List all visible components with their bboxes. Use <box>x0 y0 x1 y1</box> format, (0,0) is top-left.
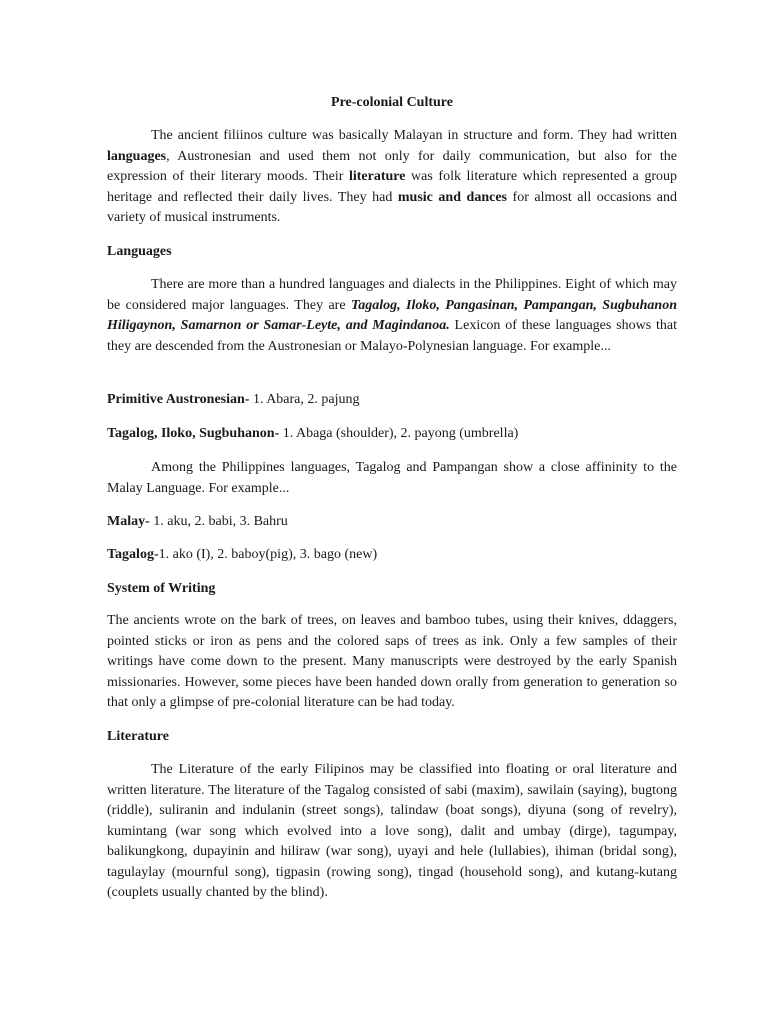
literature-heading: Literature <box>107 729 169 744</box>
example-tagalog: Tagalog-1. ako (I), 2. baboy(pig), 3. bago (new) <box>107 547 378 562</box>
languages-paragraph: There are more than a hundred languages and dialects in the Philippines. Eight of which may be considered major languages. They are Tagalog, Iloko, Pangasinan, Pampangan, Sugbuhanon Hiligaynon, Samarnon or Samar-Leyte, and Magindanoa. Lexicon of these languages shows that they are descended from the Austronesian or Malayo-Polynesian language. For example... <box>107 277 677 354</box>
example-austronesian: Primitive Austronesian- 1. Abara, 2. pajung <box>107 392 360 407</box>
example-tagalog-iloko: Tagalog, Iloko, Sugbuhanon- 1. Abaga (shoulder), 2. payong (umbrella) <box>107 426 519 441</box>
literature-paragraph: The Literature of the early Filipinos may be classified into floating or oral literature and written literature. The literature of the Tagalog consisted of sabi (maxim), sawilain (saying), bugtong (riddle), suliranin and indulanin (street songs), talindaw (boat songs), diyuna (song of revelry), kumintang (war song which evolved into a love song), dalit and umbay (dirge), tagumpay, balikungkong, dupayinin and hiliraw (war song), uyayi and hele (lullabies), ihiman (bridal song), tagulaylay (mournful song), tigpasin (rowing song), tingad (household song), and kutang-kutang (couplets usually chanted by the blind). <box>107 762 677 900</box>
writing-heading: System of Writing <box>107 581 216 596</box>
affinity-paragraph: Among the Philippines languages, Tagalog and Pampangan show a close affininity to the Malay Language. For example... <box>107 460 677 496</box>
page-title: Pre-colonial Culture <box>331 95 453 110</box>
languages-heading: Languages <box>107 244 172 259</box>
writing-paragraph: The ancients wrote on the bark of trees, on leaves and bamboo tubes, using their knives, ddaggers, pointed sticks or iron as pens and the colored saps of trees as ink. Only a few samples of their writings have come down to the present. Many manuscripts were destroyed by the early Spanish missionaries. However, some pieces have been handed down orally from generation to generation so that only a glimpse of pre-colonial literature can be had today. <box>107 613 677 710</box>
example-malay: Malay- 1. aku, 2. babi, 3. Bahru <box>107 514 288 529</box>
intro-paragraph: The ancient filiinos culture was basically Malayan in structure and form. They had written languages, Austronesian and used them not only for daily communication, but also for the expression of their literary moods. Their literature was folk literature which represented a group heritage and reflected their daily lives. They had music and dances for almost all occasions and variety of musical instruments. <box>107 128 677 225</box>
